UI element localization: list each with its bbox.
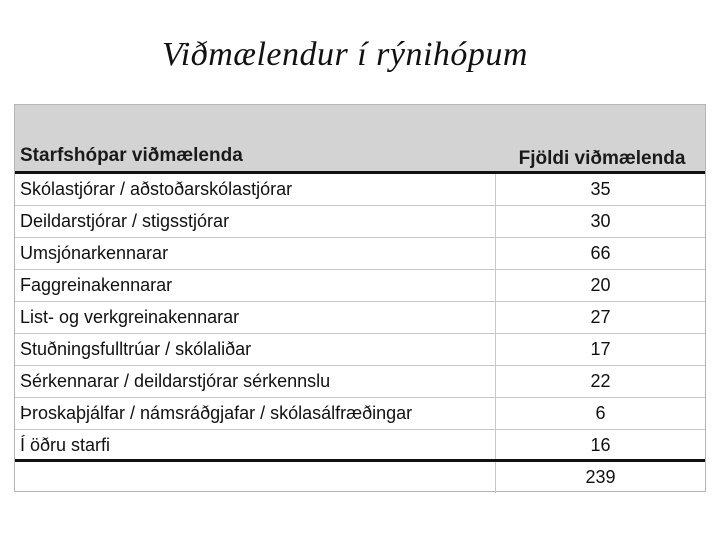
header-group: Starfshópar viðmælenda: [20, 145, 243, 166]
row-count: 22: [590, 371, 611, 391]
row-count: 6: [595, 403, 606, 423]
row-count: 35: [590, 179, 611, 199]
row-count: 20: [590, 275, 611, 295]
total-count: 239: [585, 467, 616, 487]
table-row: [15, 302, 705, 334]
table-row: [15, 430, 705, 462]
row-group: Umsjónarkennarar: [15, 238, 496, 269]
row-group: Deildarstjórar / stigsstjórar: [15, 206, 496, 237]
table-row: [15, 270, 705, 302]
table-row: [15, 174, 705, 206]
table-row: [15, 334, 705, 366]
row-group: Í öðru starfi: [15, 430, 496, 459]
row-count: 66: [590, 243, 611, 263]
row-group: List- og verkgreinakennarar: [15, 302, 496, 333]
total-label: [15, 462, 496, 493]
row-group: Stuðningsfulltrúar / skólaliðar: [15, 334, 496, 365]
interviewees-table: [14, 104, 706, 492]
row-count: 27: [590, 307, 611, 327]
table-row: [15, 206, 705, 238]
row-group: Faggreinakennarar: [15, 270, 496, 301]
table-header: [15, 105, 705, 174]
table-row: [15, 398, 705, 430]
row-count: 17: [590, 339, 611, 359]
table-body: [15, 174, 705, 493]
row-group: Þroskaþjálfar / námsráðgjafar / skólasálfræðingar: [15, 398, 496, 429]
row-count: 30: [590, 211, 611, 231]
header-count: Fjöldi viðmælenda: [518, 148, 686, 169]
table-row: [15, 238, 705, 270]
row-count: 16: [590, 435, 611, 455]
row-group: Sérkennarar / deildarstjórar sérkennslu: [15, 366, 496, 397]
table-total-row: [15, 462, 705, 493]
slide-title: Viðmælendur í rýnihópum: [162, 36, 528, 73]
row-group: Skólastjórar / aðstoðarskólastjórar: [15, 174, 496, 205]
table-row: [15, 366, 705, 398]
